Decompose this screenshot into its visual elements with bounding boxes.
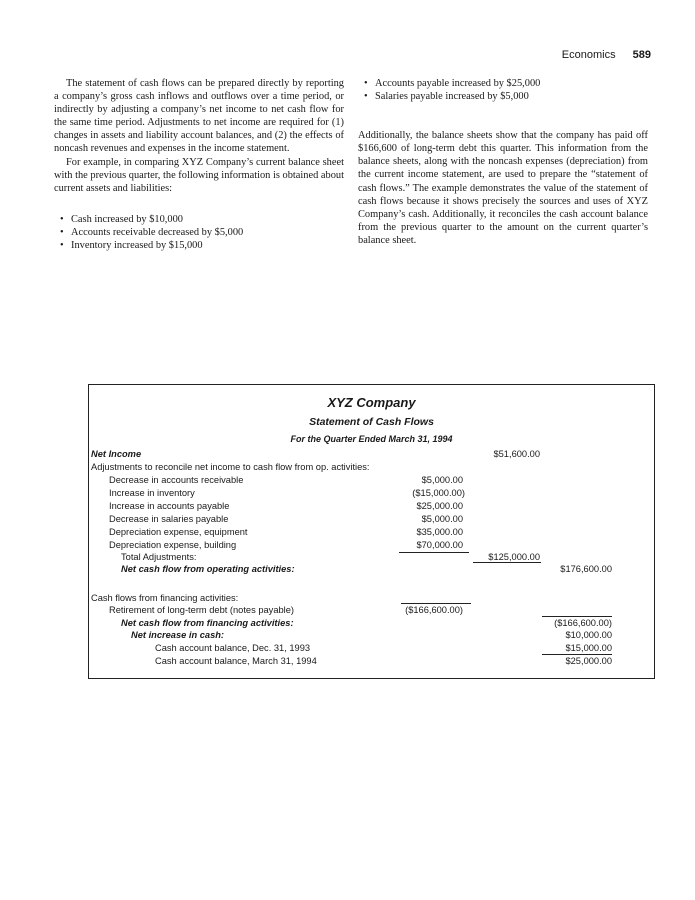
total-adjustments-amount: $125,000.00 [488,552,540,562]
list-item: • Cash increased by $10,000 [54,213,344,226]
adjustment-amount: $5,000.00 [421,475,463,485]
adjustment-label: Depreciation expense, building [109,540,237,550]
net-operating-amount: $176,600.00 [560,564,612,574]
adjustment-label: Increase in accounts payable [109,501,230,511]
statement-title: Statement of Cash Flows [309,416,434,428]
adjustments-header: Adjustments to reconcile net income to cash flow from op. activities: [91,462,370,472]
subtotal-rule [399,552,469,553]
balance-1993-amount: $15,000.00 [565,643,612,653]
net-increase-label: Net increase in cash: [131,630,225,640]
right-column [358,77,648,247]
paragraph: Additionally, the balance sheets show that the company has paid off $166,600 of long-term debt this quarter. This information from the balance sheets, along with the noncash expenses (depreciation) from the current income statement, are used to prepare the “statement of cash flows.” The example demonstrates the value of the statement of cash flows because it shows precisely the sources and uses of XYZ Company’s cash. Additionally, it reconciles the cash account balance from the previous quarter to the amount on the current quarter’s balance sheet. [358,130,648,246]
statement-period: For the Quarter Ended March 31, 1994 [290,434,453,444]
list-item: • Accounts receivable decreased by $5,000 [54,226,344,239]
net-financing-rule [542,616,612,617]
financing-header: Cash flows from financing activities: [91,593,239,603]
adjustment-label: Depreciation expense, equipment [109,527,248,537]
total-rule [473,562,541,563]
paragraph: The statement of cash flows can be prepared directly by reporting a company’s gross cash inflows and outflows over a time period, or indirectly by adjusting a company’s net income to net cash flow for the same time period. Adjustments to net income are required for (1) changes in assets and liability account balances, and (2) the effects of noncash revenues and expenses in the income statement. [54,78,344,155]
adjustment-amount: $70,000.00 [416,540,463,550]
cash-flow-statement [88,384,655,679]
net-operating-label: Net cash flow from operating activities: [121,564,295,574]
retirement-rule [401,603,471,604]
bullet-list [358,77,648,103]
adjustment-label: Increase in inventory [109,488,195,498]
adjustment-label: Decrease in accounts receivable [109,475,244,485]
list-item: • Salaries payable increased by $5,000 [358,90,648,103]
balance-1993-label: Cash account balance, Dec. 31, 1993 [155,643,311,653]
adjustment-amount: ($15,000.00) [412,488,465,498]
page-number: 589 [632,49,651,61]
left-column [54,77,344,252]
net-increase-amount: $10,000.00 [565,630,612,640]
adjustment-label: Decrease in salaries payable [109,514,229,524]
net-income-amount: $51,600.00 [493,449,540,459]
net-financing-label: Net cash flow from financing activities: [121,618,294,628]
retirement-label: Retirement of long-term debt (notes payable) [109,605,294,615]
adjustment-amount: $25,000.00 [416,501,463,511]
page-header [562,49,651,61]
retirement-amount: ($166,600.00) [405,605,463,615]
bullet-list [54,213,344,252]
total-adjustments-label: Total Adjustments: [121,552,197,562]
adjustment-amount: $35,000.00 [416,527,463,537]
running-head: Economics [561,49,616,61]
net-income-label: Net Income [91,449,142,459]
list-item: • Inventory increased by $15,000 [54,239,344,252]
balance-1994-label: Cash account balance, March 31, 1994 [155,656,317,666]
statement-company: XYZ Company [327,395,416,410]
paragraph: For example, in comparing XYZ Company’s current balance sheet with the previous quarter, the following information is obtained about current assets and liabilities: [54,156,344,194]
list-item: • Accounts payable increased by $25,000 [358,77,648,90]
net-financing-amount: ($166,600.00) [554,618,612,628]
adjustment-amount: $5,000.00 [421,514,463,524]
balance-1994-amount: $25,000.00 [565,656,612,666]
